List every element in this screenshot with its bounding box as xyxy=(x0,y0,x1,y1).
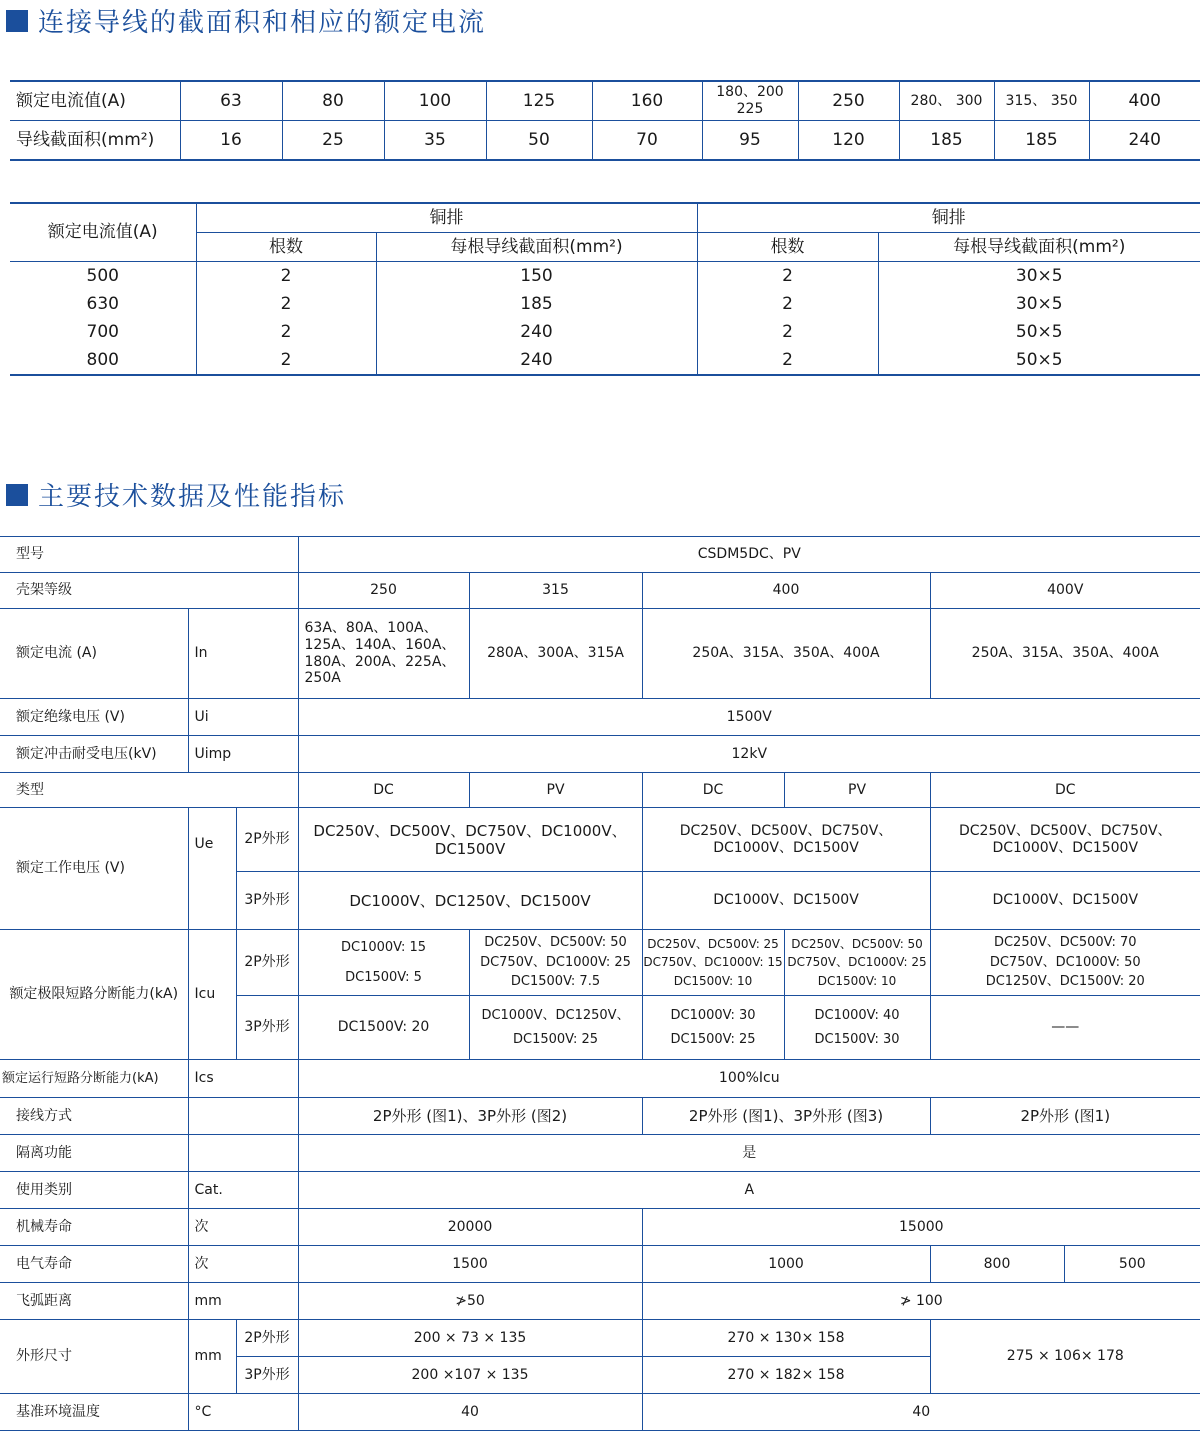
table-row: 额定电流 (A) In 63A、80A、100A、125A、140A、160A、180A、200A、225A、250A 280A、300A、315A 250A、315A、350A、400A 250A、315A、350A、400A xyxy=(0,609,1200,699)
group-header: 铜排 xyxy=(196,203,697,233)
table-row: 接线方式 2P外形 (图1)、3P外形 (图2) 2P外形 (图1)、3P外形 (图3) 2P外形 (图1) xyxy=(0,1098,1200,1135)
table-row: 800 2 240 2 50×5 xyxy=(10,346,1200,375)
table-row: 630 2 185 2 30×5 xyxy=(10,290,1200,318)
tech-spec-table xyxy=(0,536,1200,1431)
table-row: 基准环境温度 °C 40 40 xyxy=(0,1394,1200,1431)
table-row: 型号 CSDM5DC、PV xyxy=(0,537,1200,573)
section-title-wire-cross-section: 连接导线的截面积和相应的额定电流 xyxy=(0,2,486,39)
table-row xyxy=(10,203,1200,233)
section-title-tech-data: 主要技术数据及性能指标 xyxy=(0,476,346,513)
table-row: 额定电流值(A) 63 80 100 125 160 180、200 225 250 280、 300 315、 350 400 xyxy=(10,81,1200,121)
square-bullet-icon xyxy=(6,10,28,32)
table-row: 外形尺寸 mm 2P外形 200 × 73 × 135 270 × 130× 158 275 × 106× 178 xyxy=(0,1320,1200,1357)
table-row: 额定绝缘电压 (V) Ui 1500V xyxy=(0,699,1200,736)
table-row: 500 2 150 2 30×5 xyxy=(10,262,1200,291)
table-row: 额定工作电压 (V) Ue 2P外形 DC250V、DC500V、DC750V、DC1000V、DC1500V DC250V、DC500V、DC750V、DC1000V、DC1500V DC250V、DC500V、DC750V、DC1000V、DC1500V xyxy=(0,808,1200,872)
table-row: 使用类别 Cat. A xyxy=(0,1172,1200,1209)
table-row: 壳架等级 250 315 400 400V xyxy=(0,573,1200,609)
row-label: 额定电流值(A) xyxy=(10,81,180,121)
table-row: 额定极限短路分断能力(kA) Icu 2P外形 DC1000V: 15 DC1500V: 5 DC250V、DC500V: 50 DC750V、DC1000V: 25 DC1500V: 7.5 DC250V、DC500V: 25 DC750V、DC1000V: 15 DC1500V: 10 DC250V、DC500V: 50 DC750V、DC1000V: 25 DC1500V: 10 DC250V、DC500V: 70 DC750V、DC1000V: 50 DC1250V、DC1500V: 20 xyxy=(0,930,1200,996)
table-row: 3P外形 DC1000V、DC1250V、DC1500V DC1000V、DC1500V DC1000V、DC1500V xyxy=(0,872,1200,930)
table-row: 导线截面积(mm²) 16 25 35 50 70 95 120 185 185 240 xyxy=(10,121,1200,161)
table-row: 隔离功能 是 xyxy=(0,1135,1200,1172)
table-row: 电气寿命 次 1500 1000 800 500 xyxy=(0,1246,1200,1283)
row-label: 导线截面积(mm²) xyxy=(16,129,155,150)
square-bullet-icon xyxy=(6,484,28,506)
table-row: 额定冲击耐受电压(kV) Uimp 12kV xyxy=(0,736,1200,773)
group-header: 铜排 xyxy=(697,203,1200,233)
busbar-table xyxy=(10,202,1200,376)
table-row: 700 2 240 2 50×5 xyxy=(10,318,1200,346)
table-row: 根数 每根导线截面积(mm²) 根数 每根导线截面积(mm²) xyxy=(10,233,1200,262)
table-row: 机械寿命 次 20000 15000 xyxy=(0,1209,1200,1246)
table-row: 类型 DC PV DC PV DC xyxy=(0,773,1200,808)
rated-current-header: 额定电流值(A) xyxy=(10,203,196,262)
table-row: 额定运行短路分断能力(kA) Ics 100%Icu xyxy=(0,1060,1200,1098)
table-row: 3P外形 200 ×107 × 135 270 × 182× 158 xyxy=(0,1357,1200,1394)
wire-current-table xyxy=(10,80,1200,161)
table-row: 3P外形 DC1500V: 20 DC1000V、DC1250V、 DC1500V: 25 DC1000V: 30 DC1500V: 25 DC1000V: 40 DC1500V: 30 —— xyxy=(0,996,1200,1060)
table-row: 飞弧距离 mm ≯50 ≯ 100 xyxy=(0,1283,1200,1320)
